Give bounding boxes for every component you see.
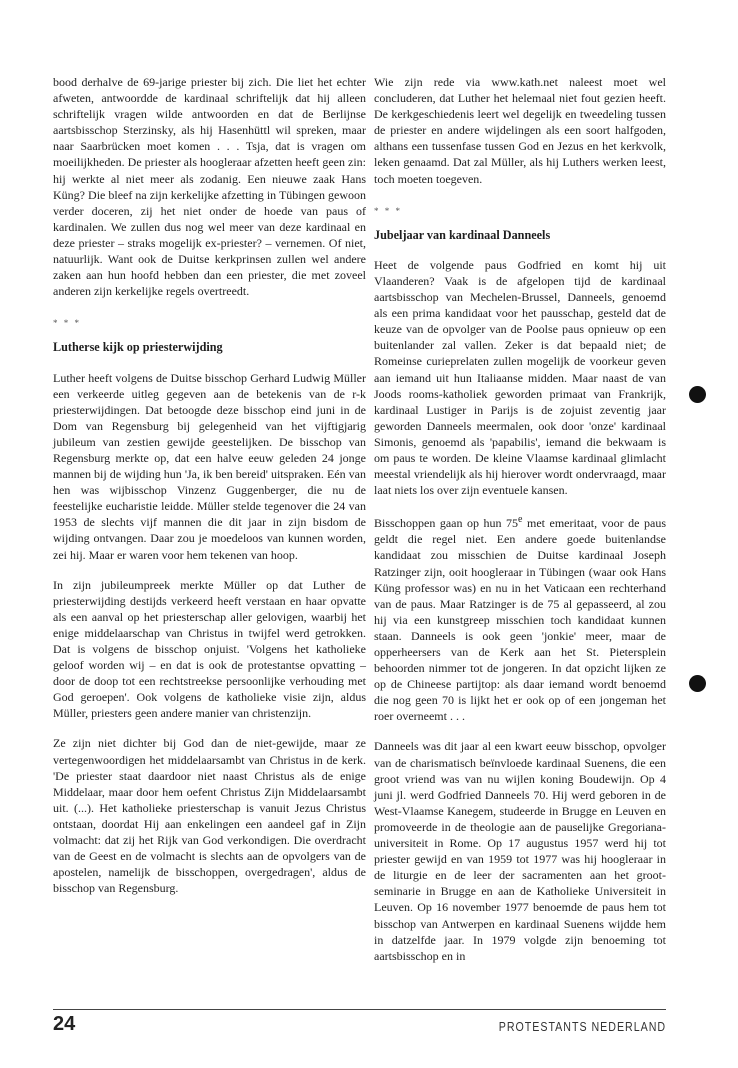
binder-hole-dot — [689, 675, 706, 692]
right-paragraph-2: Heet de volgende paus Godfried en komt hij uit Vlaanderen? Vaak is de afgelopen tijd de kardinaal aartsbisschop van Mechelen-Brussel, Danneels, genoemd als een prima kandidaat voor het pausschap, gesteld dat de keuze van de opvolger van de Poolse paus opnieuw op een buitenlander zal vallen. Zeker is dat bepaald niet; de Romeinse curieprelaten zullen mogelijk de voorkeur geven aan iemand uit hun Italiaanse midden. Maar naast de van Joods rooms-katholiek geworden primaat van Frankrijk, kardinaal Lustiger in Parijs is de zojuist zeventig jaar geworden Danneels meermalen, ook door 'onze' kardinaal Simonis, genoemd als 'papabilis', iemand die bekwaam is om paus te worden. De kleine Vlaamse kardinaal glimlacht meestal vriendelijk als hij hierover wordt ondervraagd, maar laat niets los over zijn eventuele kansen. — [374, 257, 666, 498]
section-heading-luther: Lutherse kijk op priesterwijding — [53, 340, 223, 355]
section-heading-danneels: Jubeljaar van kardinaal Danneels — [374, 227, 551, 242]
text-run: met emeritaat, voor de paus geldt die regel niet. Een andere goede buitenlandse kandidaat zou misschien de Duitse kardinaal Joseph Ratzinger zijn, ooit hoogleraar in Tübingen (waar ook Hans Küng professor was) en nu in het Vaticaan een rechterhand van de paus. Maar Ratzinger is de 75 al gepasseerd, al zou hij via een kunstgreep misschien toch kandidaat kunnen staan. Danneels is ook geen 'jonkie' meer, maar de opperheersers van de Kerk aan het St. Pietersplein behoorden nimmer tot de jongeren. In dat opzicht lijken ze op de Chineese partijtop: als daar iemand wordt benoemd die nog geen 70 is lijkt het er ook op of een jongeman het roer overneemt . . . — [374, 516, 666, 724]
right-paragraph-3 — [374, 512, 666, 724]
left-paragraph-4: Ze zijn niet dichter bij God dan de niet-gewijde, maar ze vertegenwoordigen het middelaarsambt van Christus in de kerk. 'De priester staat daardoor niet naast Christus als de enige Middelaar, maar door hem oefent Christus Zijn Middelaarsambt uit. (...). Het katholieke priesterschap is vanuit Jezus Christus ontstaan, doordat Hij aan enkelingen een aandeel gaf in Zijn volmacht: dat zij het Rijk van God verkondigen. Die overdracht van de Geest en de volmacht is slechts aan de opvolgers van de apostelen, namelijk de bisschoppen, overgedragen', aldus de bisschop van Regensburg. — [53, 736, 366, 896]
section-separator: * * * — [374, 205, 402, 216]
left-paragraph-1: bood derhalve de 69-jarige priester bij zich. Die liet het echter afweten, antwoordde de kardinaal schriftelijk dat hij alleen schriftelijk vragen wilde antwoorden en dat de Berlijnse aartsbisschop Sterzinsky, als hij Hasenhüttl wil spreken, maar naar Saarbrücken moet komen . . . Tsja, dat is vragen om moeilijkheden. De priester als hoogleraar afzetten heeft geen zin: hij werkte al niet meer als zodanig. Een nieuwe zaak Hans Küng? Die bleef na zijn kerkelijke afzetting in Tübingen gewoon verder doceren, zij het niet onder de hoede van paus of kardinalen. We zullen dus nog wel meer van deze kardinaal en deze priester – straks mogelijk ex-priester? – vernemen. Of niet, natuurlijk. Want ook de Duitse kerkprinsen zullen wel andere zaken aan hun hoofd hebben dan een priester, die met zoveel anderen zijn kerkelijke regels overtreedt. — [53, 75, 366, 299]
section-separator: * * * — [53, 318, 81, 329]
footer-rule — [53, 1009, 666, 1010]
left-column — [53, 74, 366, 896]
right-paragraph-4: Danneels was dit jaar al een kwart eeuw bisschop, opvolger van de charismatisch beïnvloede kardinaal Suenens, die een groot vriend was van nu wijlen koning Boudewijn. Op 4 juni jl. werd Godfried Danneels 70. Hij werd geboren in de West-Vlaamse Kanegem, studeerde in Brugge en Leuven en promoveerde in de theologie aan de pauselijke Gregoriana-universiteit in Rome. Op 17 augustus 1957 werd hij tot priester gewijd en van 1959 tot 1977 was hij hoogleraar in de liturgie en de leer der sacramenten aan het groot-seminarie in Brugge en aan de Katholieke Universiteit in Leuven. Op 16 november 1977 benoemde de paus hem tot bisschop van Antwerpen en kardinaal Suenens wijdde hem in datzelfde jaar. In 1979 volgde zijn benoeming tot aartsbisschop en in — [374, 739, 666, 963]
right-column — [374, 74, 666, 964]
right-paragraph-1: Wie zijn rede via www.kath.net naleest moet wel concluderen, dat Luther het helemaal niet fout gezien heeft. De kerkgeschiedenis leert wel degelijk en tweedeling tussen de priester en andere wijdelingen als een soort halfgoden, althans een tussenfase tussen God en Jezus en het kerkvolk, leken genaamd. Dat zal Müller, als hij Luthers werken leest, toch moeten toegeven. — [374, 75, 666, 186]
left-paragraph-2: Luther heeft volgens de Duitse bisschop Gerhard Ludwig Müller een verkeerde uitleg gegeven aan de betekenis van de r-k priesterwijdingen. Dat betoogde deze bisschop eind juni in de Dom van Regensburg bij gelegenheid van het vijftigjarig jubileum van zestien gewijde geestelijken. De bisschop van Regensburg merkte op, dat een halve eeuw geleden 24 jonge mannen bij de wijding hun 'Ja, ik ben bereid' uitspraken. Eén van hen was wijbisschop Vinzenz Guggenberger, die nu de feestelijke eucharistie leidde. Müller stelde tegenover die 24 van 1953 de slechts vijf mannen die dit jaar in zijn bisdom de wijding ontvangen. Daar zou je moedeloos van kunnen worden, zei hij. Maar er waren voor hem tekenen van hoop. — [53, 370, 366, 562]
text-run: Bisschoppen gaan op hun 75 — [374, 516, 519, 531]
publication-name: PROTESTANTS NEDERLAND — [498, 1019, 666, 1034]
left-paragraph-3: In zijn jubileumpreek merkte Müller op dat Luther de priesterwijding destijds verkeerd heeft verstaan en haar opvatte als een aanval op het priesterschap aller gelovigen, waarbij het enige middelaarschap van Christus in twijfel werd getrokken. Dat is volgens de bisschop onjuist. 'Volgens het katholieke geloof worden wij – en dat is ook de protestantse opvatting – door de doop tot een rechtstreekse persoonlijke verhouding met God geroepen'. Ook volgens de katholieke visie zijn, aldus Müller, priesters geen andere manier van christenzijn. — [53, 577, 366, 721]
superscript: e — [518, 514, 523, 526]
page-number: 24 — [53, 1013, 76, 1035]
binder-hole-dot — [689, 386, 706, 403]
